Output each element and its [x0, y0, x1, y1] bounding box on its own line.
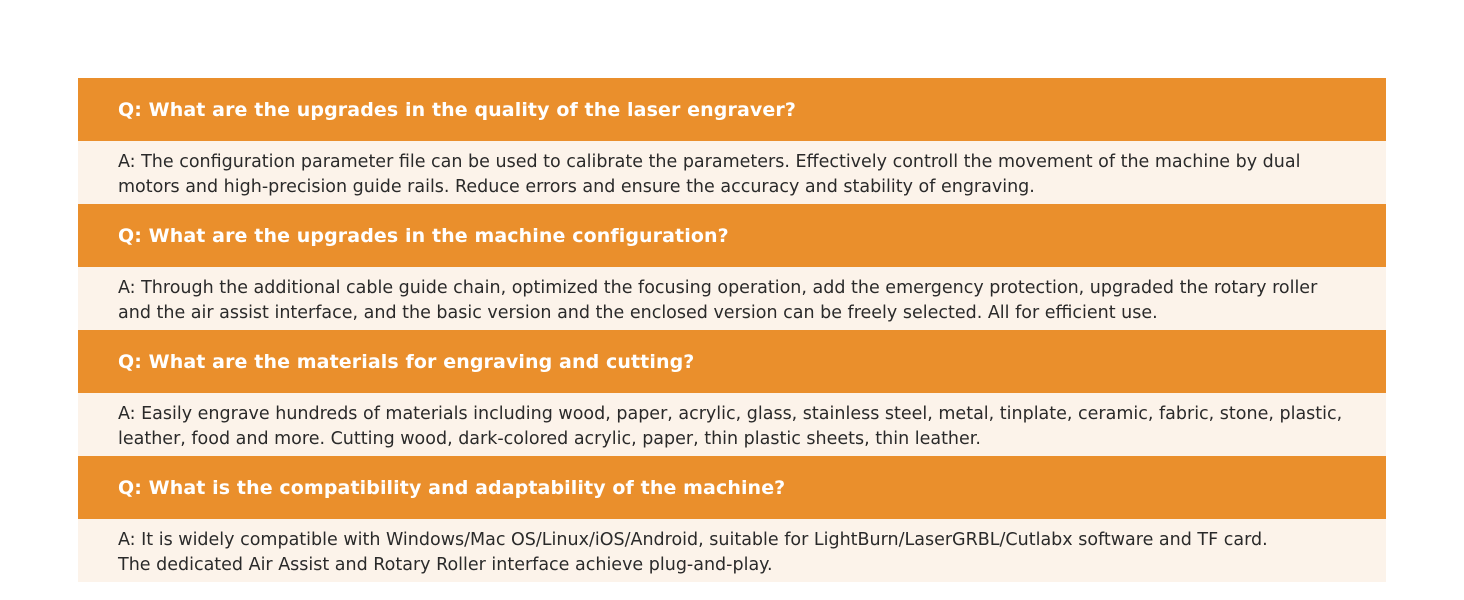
faq-question-2: Q: What are the upgrades in the machine configuration? — [78, 204, 1386, 267]
faq-question-4: Q: What is the compatibility and adaptability of the machine? — [78, 456, 1386, 519]
faq-answer-2 — [78, 267, 1386, 330]
faq-answer-3-line-2: leather, food and more. Cutting wood, dark-colored acrylic, paper, thin plastic sheets, thin leather. — [118, 429, 981, 449]
faq-answer-1-line-2: motors and high-precision guide rails. Reduce errors and ensure the accuracy and stability of engraving. — [118, 177, 1035, 197]
faq-question-1: Q: What are the upgrades in the quality of the laser engraver? — [78, 78, 1386, 141]
faq-question-3: Q: What are the materials for engraving and cutting? — [78, 330, 1386, 393]
faq-answer-4 — [78, 519, 1386, 582]
faq-answer-4-line-1: A: It is widely compatible with Windows/Mac OS/Linux/iOS/Android, suitable for LightBurn/LaserGRBL/Cutlabx software and TF card. — [118, 530, 1268, 550]
faq-answer-2-line-1: A: Through the additional cable guide chain, optimized the focusing operation, add the emergency protection, upgraded the rotary roller — [118, 278, 1318, 298]
faq-list — [78, 78, 1386, 582]
faq-answer-2-line-2: and the air assist interface, and the basic version and the enclosed version can be freely selected. All for efficient use. — [118, 303, 1158, 323]
faq-answer-1 — [78, 141, 1386, 204]
faq-answer-3 — [78, 393, 1386, 456]
faq-answer-1-line-1: A: The configuration parameter file can be used to calibrate the parameters. Effectively controll the movement of the machine by dual — [118, 152, 1301, 172]
faq-answer-3-line-1: A: Easily engrave hundreds of materials including wood, paper, acrylic, glass, stainless steel, metal, tinplate, ceramic, fabric, stone, plastic, — [118, 404, 1343, 424]
faq-answer-4-line-2: The dedicated Air Assist and Rotary Roller interface achieve plug-and-play. — [118, 555, 773, 575]
